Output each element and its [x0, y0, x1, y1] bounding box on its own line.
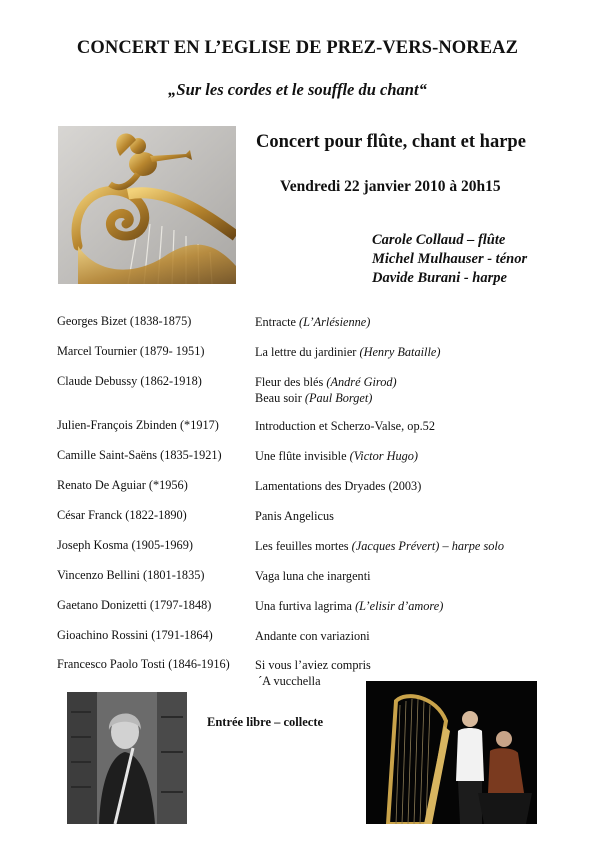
- work-note: (L’Arlésienne): [299, 315, 371, 329]
- composer: Gioachino Rossini (1791-1864): [57, 628, 213, 642]
- work: [255, 478, 421, 494]
- work-title: La lettre du jardinier: [255, 345, 357, 359]
- work-title: Andante con variazioni: [255, 629, 370, 643]
- work: [255, 344, 440, 360]
- composer: Vincenzo Bellini (1801-1835): [57, 568, 205, 582]
- page-title: CONCERT EN L’EGLISE DE PREZ-VERS-NOREAZ: [76, 38, 519, 58]
- composer: Georges Bizet (1838-1875): [57, 314, 192, 328]
- work-title-2: ´A vucchella: [258, 674, 321, 688]
- performer-harp: Davide Burani - harpe: [372, 270, 507, 286]
- work: [255, 538, 504, 554]
- work-note-2: (Paul Borget): [304, 391, 373, 405]
- work-title: Una furtiva lagrima: [255, 599, 352, 613]
- work-title: Introduction et Scherzo-Valse, op.52: [255, 419, 435, 433]
- composer: Marcel Tournier (1879- 1951): [57, 344, 205, 358]
- composer: Joseph Kosma (1905-1969): [57, 538, 193, 552]
- work-note: (Jacques Prévert): [351, 539, 440, 553]
- work-title: Une flûte invisible: [255, 449, 347, 463]
- work: [255, 448, 418, 464]
- work-title: Vaga luna che inargenti: [255, 569, 371, 583]
- composer: Renato De Aguiar (*1956): [57, 478, 188, 492]
- work-title-2: Beau soir: [255, 391, 302, 405]
- work-title: Entracte: [255, 315, 296, 329]
- composer: Gaetano Donizetti (1797-1848): [57, 598, 212, 612]
- composer: Claude Debussy (1862-1918): [57, 374, 202, 388]
- work: [255, 657, 371, 689]
- composer: César Franck (1822-1890): [57, 508, 187, 522]
- concert-type: Concert pour flûte, chant et harpe: [256, 132, 526, 152]
- entry-note: Entrée libre – collecte: [207, 715, 324, 729]
- work-note: (L’elisir d’amore): [355, 599, 444, 613]
- work: [255, 374, 397, 406]
- concert-subtitle: „Sur les cordes et le souffle du chant“: [168, 80, 427, 99]
- work: [255, 598, 443, 614]
- work-title: Les feuilles mortes: [255, 539, 349, 553]
- performers-list: [372, 231, 527, 288]
- work-extra: – harpe solo: [439, 539, 504, 553]
- work: [255, 418, 435, 434]
- work-title: Lamentations des Dryades (2003): [255, 479, 422, 493]
- work-note: (Henry Bataille): [359, 345, 441, 359]
- work: [255, 628, 370, 644]
- musicians-photo: [366, 681, 537, 824]
- performer-tenor: Michel Mulhauser - ténor: [372, 251, 528, 267]
- composer: Francesco Paolo Tosti (1846-1916): [57, 657, 230, 671]
- work-title: Panis Angelicus: [255, 509, 334, 523]
- work-title: Si vous l’aviez compris: [255, 658, 371, 672]
- work: [255, 568, 371, 584]
- concert-date: Vendredi 22 janvier 2010 à 20h15: [280, 178, 501, 195]
- work-title: Fleur des blés: [255, 375, 324, 389]
- composer: Julien-François Zbinden (*1917): [57, 418, 219, 432]
- work: [255, 314, 370, 330]
- performer-flute: Carole Collaud – flûte: [372, 232, 506, 248]
- harp-photo: [58, 126, 236, 284]
- work: [255, 508, 334, 524]
- flutist-photo: [67, 692, 187, 824]
- composer: Camille Saint-Saëns (1835-1921): [57, 448, 222, 462]
- work-note: (Victor Hugo): [349, 449, 419, 463]
- work-note: (André Girod): [326, 375, 397, 389]
